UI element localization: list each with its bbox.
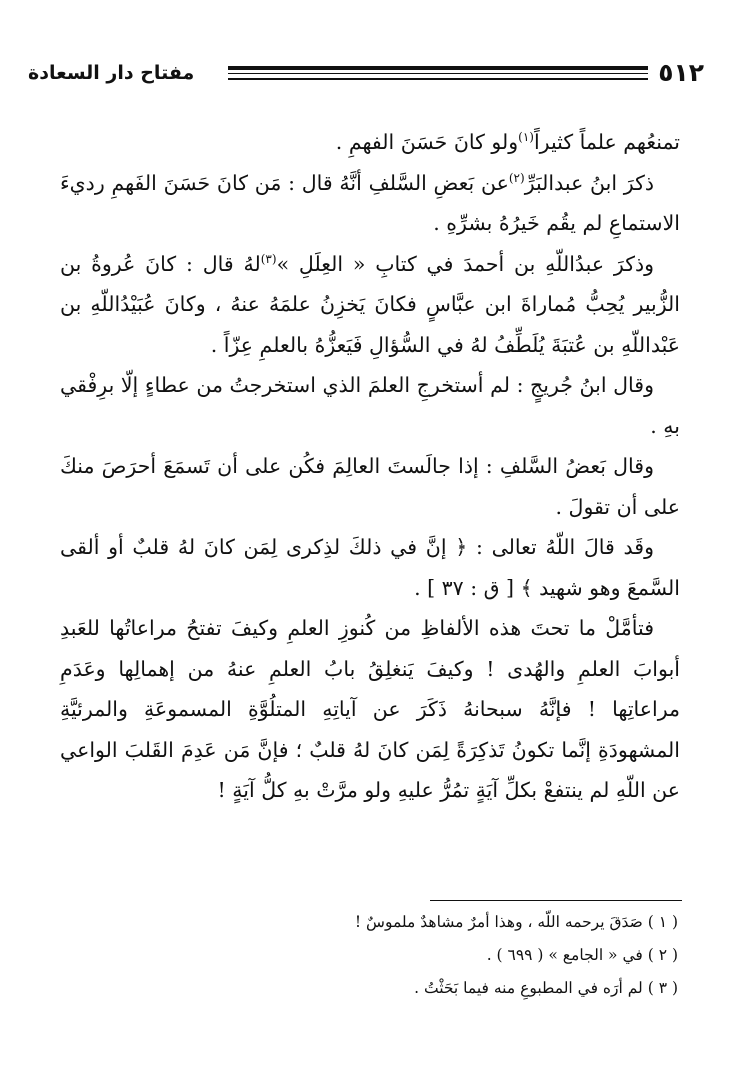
page-number: ٥١٢ <box>658 58 704 87</box>
paragraph: تمنعُهم علماً كثيراً$^{(١)}$ولو كانَ حَسَنَ الفهمِ . <box>335 130 680 154</box>
footnote-ref: (٢) <box>508 170 525 185</box>
page-header <box>28 56 704 90</box>
footnote-ref: (٣) <box>260 251 277 266</box>
footnote: ( ٢ ) في « الجامع » ( ٦٩٩ ) . <box>486 946 678 964</box>
footnotes <box>60 906 678 1005</box>
paragraph: وقال ابنُ جُريجٍ : لم أستخرجِ العلمَ الذي استخرجتُ من عطاءٍ إلّا برِفْقي بهِ . <box>60 373 680 438</box>
paragraph: وقَد قالَ اللّهُ تعالى : ﴿ إنَّ في ذلكَ لذِكرى لِمَن كانَ لهُ قلبٌ أو ألقى السَّمعَ وهو شهيد ﴾ [ ق : ٣٧ ] . <box>60 535 680 600</box>
footnote: ( ٣ ) لم أرَه في المطبوعِ منه فيما بَحَثْتُ . <box>414 979 678 997</box>
footnote: ( ١ ) صَدَقَ يرحمه اللّه ، وهذا أمرٌ مشاهدٌ ملموسٌ ! <box>354 913 678 931</box>
paragraph: ذكرَ ابنُ عبدالبَرِّ$^{(٢)}$عن بَعضِ السَّلفِ أنَّهُ قال : مَن كانَ حَسَنَ الفَهمِ رديءَ الاستماعِ لم يقُم خَيرُهُ بشرِّهِ . <box>60 170 680 235</box>
paragraph: وقال بَعضُ السَّلفِ : إذا جالَستَ العالِمَ فكُن على أن تَسمَعَ أحرَصَ منكَ على أن تقولَ . <box>60 454 680 519</box>
header-divider <box>228 66 648 80</box>
paragraph: فتأمَّلْ ما تحتَ هذه الألفاظِ من كُنوزِ العلمِ وكيفَ تفتحُ مراعاتُها للعَبدِ أبوابَ العلمِ والهُدى ! وكيفَ يَنغلِقُ بابُ العلمِ عنهُ من إهمالِها وعَدَمِ مراعاتِها ! فإنَّهُ سبحانهُ ذَكَرَ عن آياتِهِ المتلُوَّةِ المسموعَةِ والمرئيَّةِ المشهودَةِ إنَّما تكونُ تَذكِرَةً لِمَن كانَ لهُ قلبٌ ؛ فإنَّ مَن عَدِمَ القَلبَ الواعي عن اللّهِ لم ينتفعْ بكلِّ آيَةٍ تمُرُّ عليهِ ولو مرَّتْ بهِ كلُّ آيَةٍ ! <box>60 616 680 802</box>
paragraph: وذكرَ عبدُاللّهِ بن أحمدَ في كتابِ « العِلَلِ »$^{(٣)}$لهُ قال : كانَ عُروةُ بن الزُّبير يُحِبُّ مُماراةَ ابن عبَّاسٍ فكانَ يَخزِنُ علمَهُ عنهُ ، وكانَ عُبَيْدُاللّهِ بن عَبْداللّهِ بن عُتبَةَ يُلَطِّفُ لهُ في السُّؤالِ فَيَعزُّهُ بالعلمِ عِزّاً . <box>60 251 680 357</box>
main-text <box>60 122 680 811</box>
footnote-divider <box>430 900 682 901</box>
footnote-ref: (١) <box>518 130 534 145</box>
running-title: مفتاح دار السعادة <box>28 62 195 84</box>
